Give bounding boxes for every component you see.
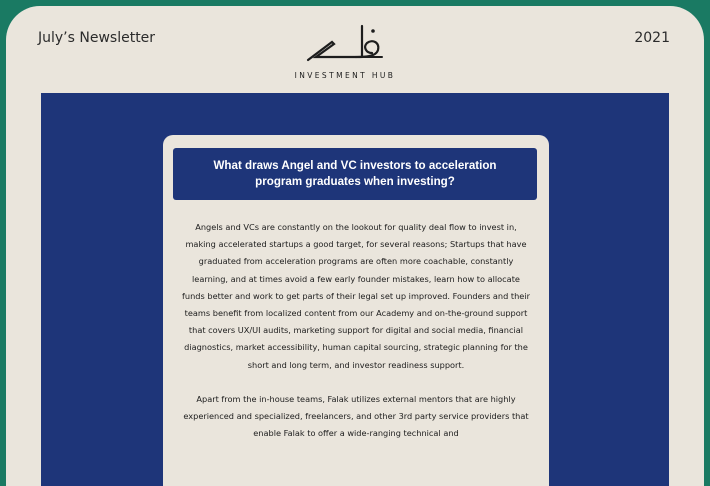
newsletter-month-label: July’s Newsletter [38,30,156,46]
article-title: What draws Angel and VC investors to acceleration program graduates when investing? [173,148,537,200]
article-body [181,219,531,459]
falak-logo-mark-icon [306,22,384,68]
article-paragraph-2: Apart from the in-house teams, Falak utilizes external mentors that are highly experienced and specialized, freelancers, and other 3rd party service providers that enable Falak to offer a wide-ranging technical and [183,393,529,439]
article-card [163,135,549,486]
newsletter-page [6,6,704,486]
newsletter-year-label: 2021 [634,30,670,46]
logo-subtitle: INVESTMENT HUB [294,71,396,80]
article-paragraph-1: Angels and VCs are constantly on the lookout for quality deal flow to invest in, making accelerated startups a good target, for several reasons; Startups that have graduated from acceleration programs are often more coachable, constantly learning, and at times avoid a few early founder mistakes, learn how to allocate funds better and work to get parts of their legal set up improved. Founders and their teams benefit from localized content from our Academy and on-the-ground support that covers UX/UI audits, marketing support for digital and social media, financial diagnostics, market accessibility, human capital sourcing, strategic planning for the short and long term, and investor readiness support. [182,222,530,370]
content-panel [41,93,669,486]
falak-logo[interactable] [290,22,400,80]
